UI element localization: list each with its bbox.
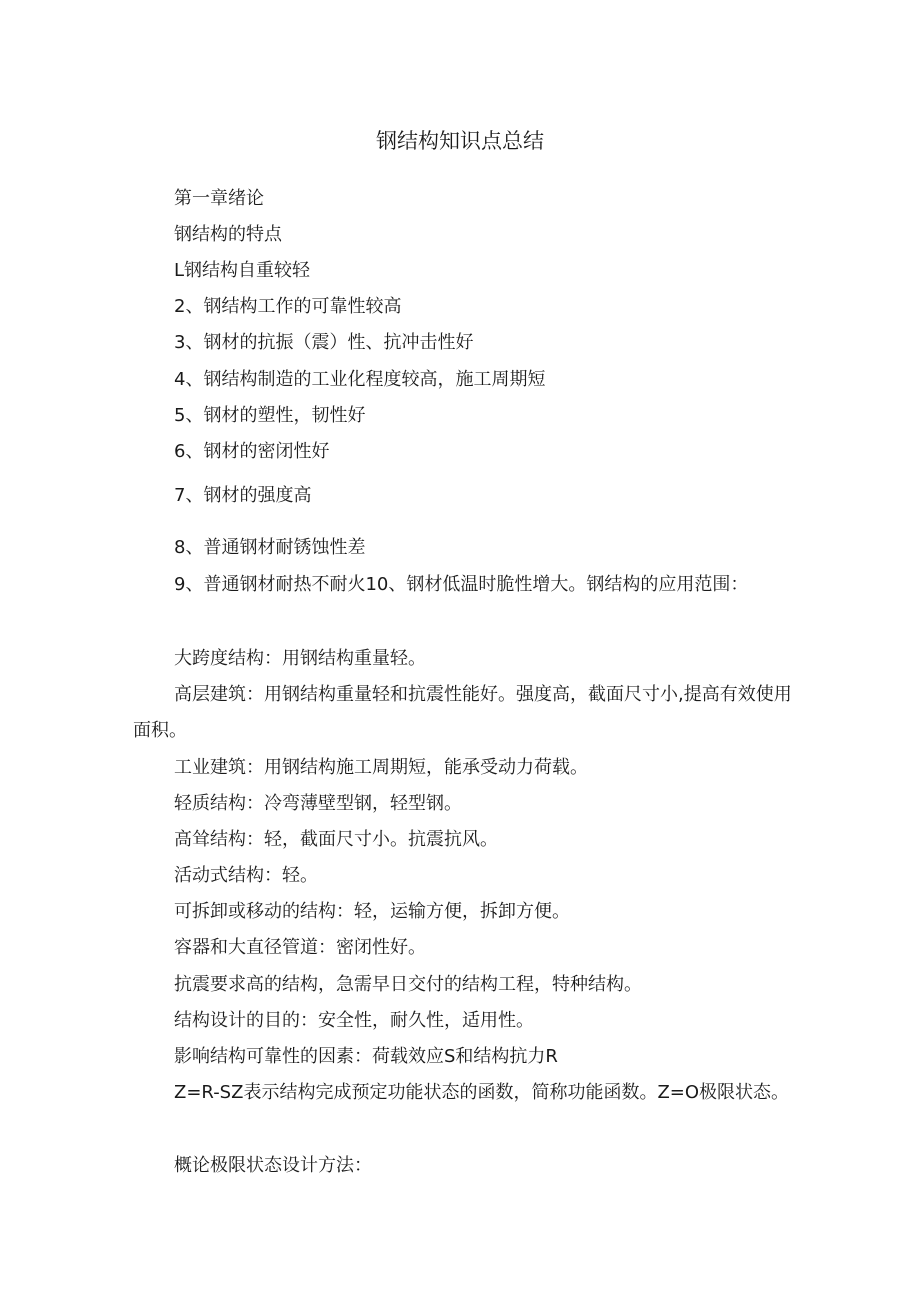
application-detachable-structure: 可拆卸或移动的结构：轻，运输方便，拆卸方便。 (174, 901, 570, 922)
application-industrial: 工业建筑：用钢结构施工周期短，能承受动力荷载。 (174, 757, 588, 778)
application-movable-structure: 活动式结构：轻。 (174, 865, 318, 886)
application-large-span: 大跨度结构：用钢结构重量轻。 (174, 648, 426, 669)
application-light-structure: 轻质结构：冷弯薄壁型钢，轻型钢。 (174, 793, 462, 814)
feature-item-2: 2、钢结构工作的可靠性较高 (174, 296, 402, 317)
feature-item-8: 8、普通钢材耐锈蚀性差 (174, 537, 366, 558)
application-seismic: 抗震要求高的结构，急需早日交付的结构工程，特种结构。 (174, 974, 642, 995)
feature-item-6: 6、钢材的密闭性好 (174, 441, 330, 462)
feature-item-5: 5、钢材的塑性，韧性好 (174, 405, 366, 426)
reliability-factors: 影响结构可靠性的因素：荷载效应S和结构抗力R (174, 1046, 558, 1067)
application-high-rise-paragraph: 高层建筑：用钢结构重量轻和抗震性能好。强度高，截面尺寸小,提高有效使用面积。 (133, 684, 792, 741)
function-definition-paragraph: Z=R-SZ表示结构完成预定功能状态的函数，简称功能函数。Z=O极限状态。 (174, 1082, 790, 1103)
limit-state-design-heading: 概论极限状态设计方法： (174, 1155, 372, 1176)
feature-item-7: 7、钢材的强度高 (174, 485, 312, 506)
feature-item-9-paragraph: 9、普通钢材耐热不耐火10、钢材低温时脆性增大。钢结构的应用范围： (174, 574, 749, 595)
feature-item-1: L钢结构自重较轻 (174, 260, 311, 281)
application-towering-structure: 高耸结构：轻，截面尺寸小。抗震抗风。 (174, 829, 498, 850)
application-containers: 容器和大直径管道：密闭性好。 (174, 937, 426, 958)
chapter-heading: 第一章绪论 (174, 188, 264, 209)
document-title: 钢结构知识点总结 (376, 129, 544, 153)
section-heading-features: 钢结构的特点 (174, 224, 282, 245)
feature-item-4: 4、钢结构制造的工业化程度较高，施工周期短 (174, 369, 546, 390)
design-purpose: 结构设计的目的：安全性，耐久性，适用性。 (174, 1010, 534, 1031)
feature-item-3: 3、钢材的抗振（震）性、抗冲击性好 (174, 332, 474, 353)
